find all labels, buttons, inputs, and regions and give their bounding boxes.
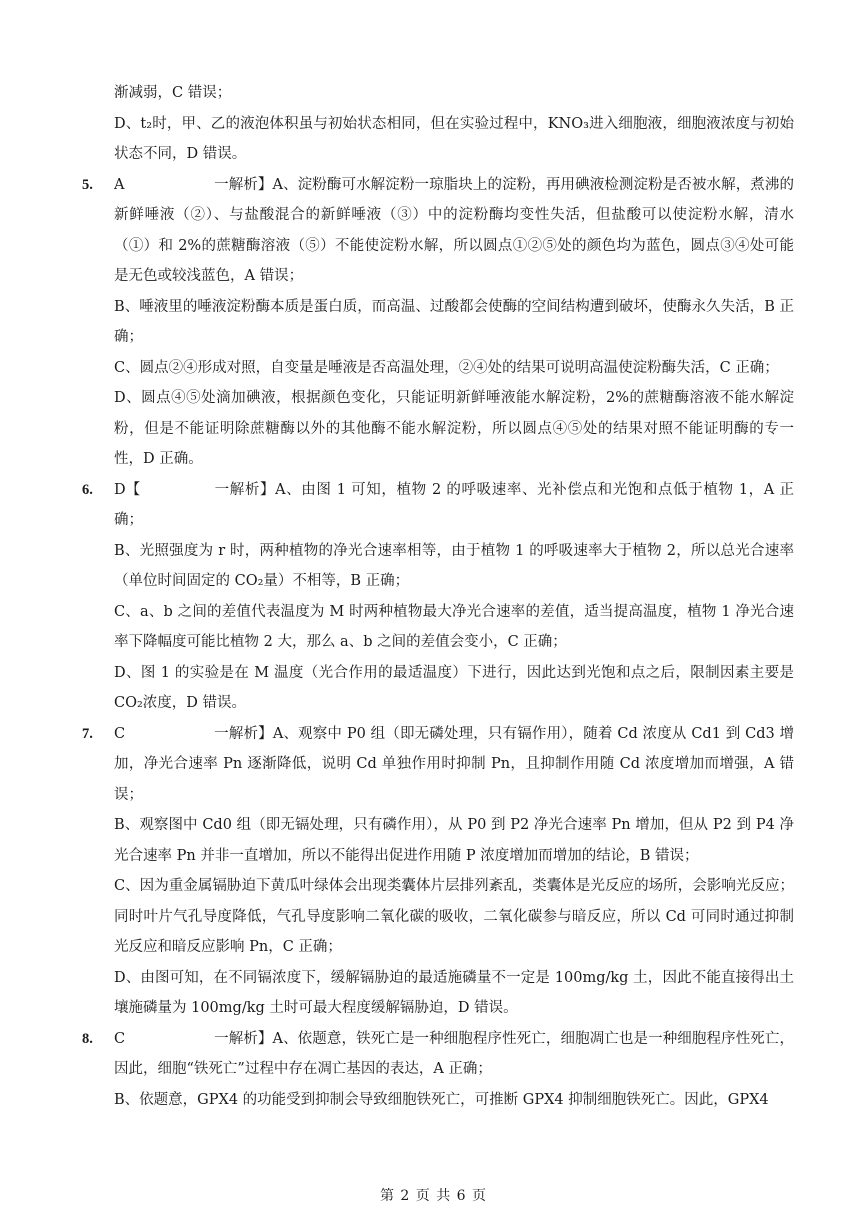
explanation-b: B、观察图中 Cd0 组（即无镉处理，只有磷作用），从 P0 到 P2 净光合速率 Pn 增加，但从 P2 到 P4 净光合速率 Pn 并非一直增加，所以不能得出促进作用随 P 浓度增加而增加的结论，B 错误；	[114, 817, 794, 864]
explanation-b: B、唾液里的唾液淀粉酶本质是蛋白质，而高温、过酸都会使酶的空间结构遭到破坏，使酶永久失活，B 正确；	[114, 298, 794, 345]
question-7	[82, 719, 794, 811]
explanation-d: D、由图可知，在不同镉浓度下，缓解镉胁迫的最适施磷量不一定是 100mg/kg 土，因此不能直接得出土壤施磷量为 100mg/kg 土时可最大程度缓解镉胁迫，D 错误。	[114, 969, 794, 1016]
question-number: 7.	[82, 725, 93, 742]
explanation-d: D、圆点④⑤处滴加碘液，根据颜色变化，只能证明新鲜唾液能水解淀粉，2%的蔗糖酶溶液不能水解淀粉，但是不能证明除蔗糖酶以外的其他酶不能水解淀粉，所以圆点④⑤处的结果对照不能证明酶的专一性，D 正确。	[114, 390, 794, 467]
question-number: 6.	[82, 481, 93, 498]
explanation-c: C、a、b 之间的差值代表温度为 M 时两种植物最大净光合速率的差值，适当提高温度，植物 1 净光合速率下降幅度可能比植物 2 大，那么 a、b 之间的差值会变小，C 正确；	[114, 603, 794, 650]
question-6	[82, 475, 794, 536]
question-body	[114, 1024, 794, 1085]
answer-label: C	[114, 1030, 126, 1047]
page-content	[82, 78, 794, 1115]
answer-label: A	[114, 176, 125, 193]
explanation-d: D、图 1 的实验是在 M 温度（光合作用的最适温度）下进行，因此达到光饱和点之后，限制因素主要是 CO₂浓度，D 错误。	[114, 664, 794, 711]
answer-label: C	[114, 725, 126, 742]
explanation-a: 一解析】A、依题意，铁死亡是一种细胞程序性死亡，细胞凋亡也是一种细胞程序性死亡，因此，细胞“铁死亡”过程中存在凋亡基因的表达，A 正确；	[114, 1030, 794, 1077]
question-body	[114, 170, 794, 292]
explanation-c: C、因为重金属镉胁迫下黄瓜叶绿体会出现类囊体片层排列紊乱，类囊体是光反应的场所，会影响光反应；同时叶片气孔导度降低，气孔导度影响二氧化碳的吸收，二氧化碳参与暗反应，所以 Cd 可同时通过抑制光反应和暗反应影响 Pn，C 正确；	[114, 878, 794, 955]
question-number: 8.	[82, 1030, 93, 1047]
page-footer: 第 2 页 共 6 页	[379, 1188, 488, 1204]
answer-label: D【	[114, 481, 141, 498]
explanation-b: B、依题意，GPX4 的功能受到抑制会导致细胞铁死亡，可推断 GPX4 抑制细胞铁死亡。因此，GPX4	[114, 1091, 769, 1108]
explanation-b: B、光照强度为 r 时，两种植物的净光合速率相等，由于植物 1 的呼吸速率大于植物 2，所以总光合速率（单位时间固定的 CO₂量）不相等，B 正确；	[114, 542, 794, 589]
explanation-a: 一解析】A、由图 1 可知，植物 2 的呼吸速率、光补偿点和光饱和点低于植物 1，A 正确；	[114, 481, 794, 528]
question-number: 5.	[82, 176, 93, 193]
question-body	[114, 475, 794, 536]
continuation-line: 渐减弱，C 错误；	[114, 85, 232, 101]
explanation-a: 一解析】A、淀粉酶可水解淀粉一琼脂块上的淀粉，再用碘液检测淀粉是否被水解，煮沸的新鲜唾液（②）、与盐酸混合的新鲜唾液（③）中的淀粉酶均变性失活，但盐酸可以使淀粉水解，清水（①）和 2%的蔗糖酶溶液（⑤）不能使淀粉水解，所以圆点①②⑤处的颜色均为蓝色，圆点③④处可能是无色或较浅蓝色，A 错误；	[114, 176, 794, 284]
continuation-paragraph: D、t₂时，甲、乙的液泡体积虽与初始状态相同，但在实验过程中，KNO₃进入细胞液，细胞液浓度与初始状态不同，D 错误。	[114, 115, 794, 162]
explanation-c: C、圆点②④形成对照，自变量是唾液是否高温处理，②④处的结果可说明高温使淀粉酶失活，C 正确；	[114, 359, 779, 376]
question-8	[82, 1024, 794, 1085]
question-5	[82, 170, 794, 292]
question-body	[114, 719, 794, 811]
explanation-a: 一解析】A、观察中 P0 组（即无磷处理，只有镉作用），随着 Cd 浓度从 Cd1 到 Cd3 增加，净光合速率 Pn 逐渐降低，说明 Cd 单独作用时抑制 Pn，且抑制作用随 Cd 浓度增加而增强，A 错误；	[114, 725, 794, 803]
